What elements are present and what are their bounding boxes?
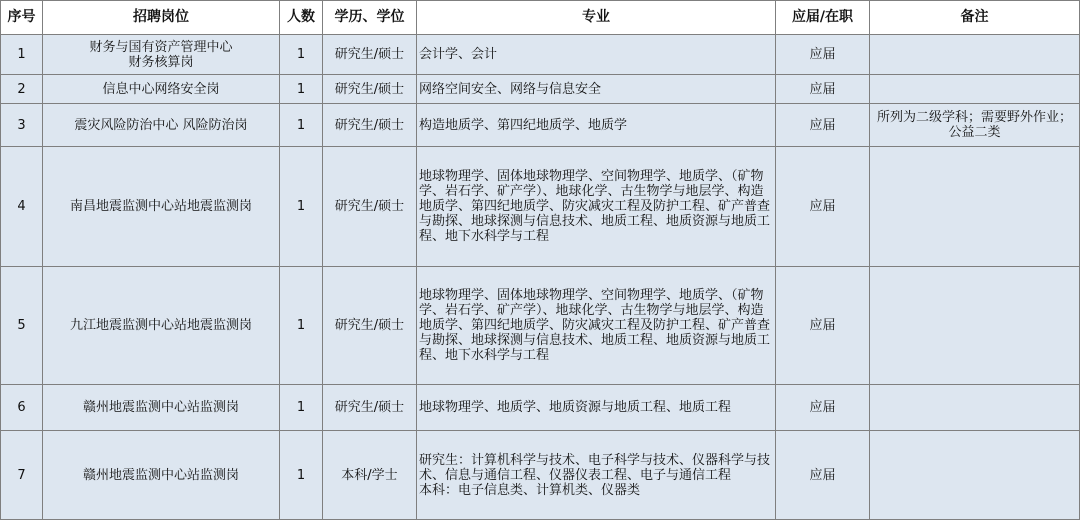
cell-status: 应届 xyxy=(776,267,870,385)
cell-major: 地球物理学、固体地球物理学、空间物理学、地质学、（矿物学、岩石学、矿产学）、地球化学、古生物学与地层学、构造地质学、第四纪地质学、防灾减灾工程及防护工程、矿产普查与勘探、地球探测与信息技术、地质工程、地质资源与地质工程、地下水科学与工程 xyxy=(417,147,776,267)
table-header-row xyxy=(1,1,1080,35)
cell-no: 3 xyxy=(1,104,43,147)
cell-no: 2 xyxy=(1,75,43,104)
cell-position: 九江地震监测中心站地震监测岗 xyxy=(43,267,280,385)
cell-remark xyxy=(870,35,1080,75)
cell-status: 应届 xyxy=(776,431,870,520)
col-header-remark: 备注 xyxy=(870,1,1080,35)
cell-status: 应届 xyxy=(776,75,870,104)
cell-position: 信息中心网络安全岗 xyxy=(43,75,280,104)
cell-major: 构造地质学、第四纪地质学、地质学 xyxy=(417,104,776,147)
cell-position: 赣州地震监测中心站监测岗 xyxy=(43,431,280,520)
table-row xyxy=(1,431,1080,520)
cell-major: 研究生：计算机科学与技术、电子科学与技术、仪器科学与技术、信息与通信工程、仪器仪表工程、电子与通信工程 本科：电子信息类、计算机类、仪器类 xyxy=(417,431,776,520)
table-row xyxy=(1,385,1080,431)
cell-remark xyxy=(870,267,1080,385)
cell-count: 1 xyxy=(280,267,323,385)
cell-position: 震灾风险防治中心 风险防治岗 xyxy=(43,104,280,147)
cell-no: 4 xyxy=(1,147,43,267)
cell-remark xyxy=(870,147,1080,267)
cell-education: 研究生/硕士 xyxy=(323,104,417,147)
cell-no: 6 xyxy=(1,385,43,431)
cell-education: 研究生/硕士 xyxy=(323,35,417,75)
cell-position: 赣州地震监测中心站监测岗 xyxy=(43,385,280,431)
cell-count: 1 xyxy=(280,385,323,431)
cell-count: 1 xyxy=(280,75,323,104)
cell-education: 研究生/硕士 xyxy=(323,75,417,104)
table-row xyxy=(1,75,1080,104)
cell-remark xyxy=(870,431,1080,520)
cell-status: 应届 xyxy=(776,35,870,75)
cell-status: 应届 xyxy=(776,385,870,431)
cell-remark xyxy=(870,385,1080,431)
cell-remark: 所列为二级学科；需要野外作业；公益二类 xyxy=(870,104,1080,147)
cell-count: 1 xyxy=(280,147,323,267)
table-row xyxy=(1,267,1080,385)
col-header-status: 应届/在职 xyxy=(776,1,870,35)
cell-count: 1 xyxy=(280,431,323,520)
cell-education: 研究生/硕士 xyxy=(323,385,417,431)
cell-major: 网络空间安全、网络与信息安全 xyxy=(417,75,776,104)
cell-position: 南昌地震监测中心站地震监测岗 xyxy=(43,147,280,267)
table-row xyxy=(1,104,1080,147)
table-row xyxy=(1,35,1080,75)
cell-major: 地球物理学、固体地球物理学、空间物理学、地质学、（矿物学、岩石学、矿产学）、地球化学、古生物学与地层学、构造地质学、第四纪地质学、防灾减灾工程及防护工程、矿产普查与勘探、地球探测与信息技术、地质工程、地质资源与地质工程、地下水科学与工程 xyxy=(417,267,776,385)
cell-status: 应届 xyxy=(776,104,870,147)
cell-count: 1 xyxy=(280,104,323,147)
cell-position: 财务与国有资产管理中心 财务核算岗 xyxy=(43,35,280,75)
col-header-position: 招聘岗位 xyxy=(43,1,280,35)
table-row xyxy=(1,147,1080,267)
cell-education: 本科/学士 xyxy=(323,431,417,520)
cell-no: 5 xyxy=(1,267,43,385)
cell-no: 7 xyxy=(1,431,43,520)
cell-count: 1 xyxy=(280,35,323,75)
col-header-education: 学历、学位 xyxy=(323,1,417,35)
cell-education: 研究生/硕士 xyxy=(323,147,417,267)
cell-education: 研究生/硕士 xyxy=(323,267,417,385)
cell-major: 会计学、会计 xyxy=(417,35,776,75)
cell-remark xyxy=(870,75,1080,104)
col-header-count: 人数 xyxy=(280,1,323,35)
cell-major: 地球物理学、地质学、地质资源与地质工程、地质工程 xyxy=(417,385,776,431)
cell-no: 1 xyxy=(1,35,43,75)
col-header-no: 序号 xyxy=(1,1,43,35)
col-header-major: 专业 xyxy=(417,1,776,35)
cell-status: 应届 xyxy=(776,147,870,267)
